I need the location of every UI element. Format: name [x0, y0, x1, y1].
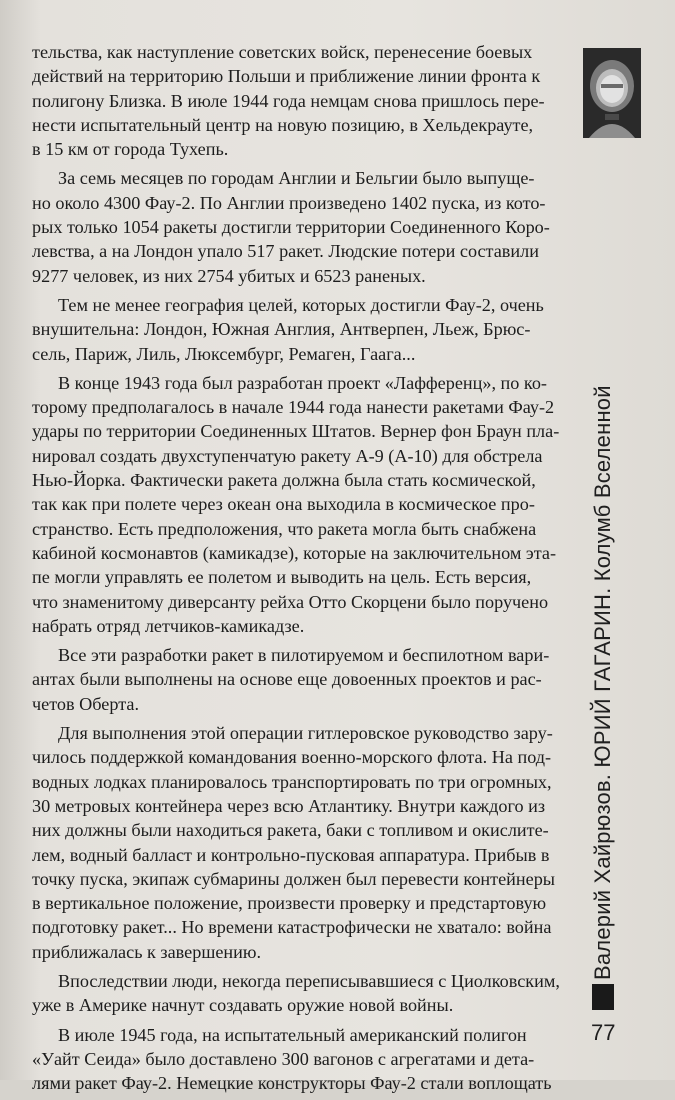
paragraph: [32, 371, 560, 638]
body-text: [32, 40, 560, 1100]
paragraph: [32, 969, 560, 1018]
text-line: В конце 1943 года был разработан проект «Лафференц», по ко-: [58, 372, 547, 393]
text-line: левства, а на Лондон упало 517 ракет. Людские потери составили: [32, 241, 539, 262]
text-line: в 15 км от города Тухепь.: [32, 139, 229, 160]
cosmonaut-portrait-icon: [583, 48, 641, 138]
paragraph: [32, 1023, 556, 1096]
text-line: водных лодках планировалось транспортировать по три огромных,: [32, 771, 552, 792]
text-line: сель, Париж, Лиль, Люксембург, Ремаген, Гаага...: [32, 343, 416, 364]
text-line: Для выполнения этой операции гитлеровское руководство зару-: [58, 723, 553, 744]
text-line: «Уайт Сеида» было доставлено 300 вагонов с агрегатами и дета-: [32, 1048, 535, 1069]
text-line: странство. Есть предположения, что ракета могла быть снабжена: [32, 518, 537, 539]
text-line: Нью-Йорка. Фактически ракета должна была стать космической,: [32, 470, 536, 491]
text-line: кабиной космонавтов (камикадзе), которые на заключительном эта-: [32, 542, 557, 563]
paragraph: [32, 721, 556, 964]
text-line: 9277 человек, из них 2754 убитых и 6523 раненых.: [32, 265, 426, 286]
text-line: них должны были находиться ракета, баки с топливом и окислите-: [32, 820, 549, 841]
text-line: тельства, как наступление советских войск, перенесение боевых: [32, 42, 533, 62]
text-line: удары по территории Соединенных Штатов. Вернер фон Браун пла-: [32, 421, 560, 442]
text-line: Все эти разработки ракет в пилотируемом и беспилотном вари-: [58, 645, 550, 666]
text-line: нировал создать двухступенчатую ракету А-9 (А-10) для обстрела: [32, 445, 543, 466]
text-line: антах были выполнены на основе еще довоенных проектов и рас-: [32, 669, 542, 690]
text-line: набрать отряд летчиков-камикадзе.: [32, 615, 305, 636]
running-title: Валерий Хайрюзов. ЮРИЙ ГАГАРИН. Колумб Вселенной: [590, 385, 615, 980]
text-line: 30 метровых контейнера через всю Атлантику. Внутри каждого из: [32, 795, 546, 816]
page-number: 77: [591, 1020, 616, 1045]
text-line: внушительна: Лондон, Южная Англия, Антверпен, Льеж, Брюс-: [32, 319, 531, 340]
text-line: лями ракет Фау-2. Немецкие конструкторы Фау-2 стали воплощать: [32, 1073, 552, 1094]
text-line: Впоследствии люди, некогда переписывавшиеся с Циолковским,: [58, 970, 560, 991]
text-line: действий на территорию Польши и приближение линии фронта к: [32, 66, 541, 87]
text-line: чилось поддержкой командования военно-морского флота. На под-: [32, 747, 552, 768]
text-line: рых только 1054 ракеты достигли территории Соединенного Коро-: [32, 217, 550, 238]
text-line: подготовку ракет... Но времени катастрофически не хватало: война: [32, 917, 552, 938]
paragraph: [32, 166, 556, 287]
text-line: уже в Америке начнут создавать оружие новой войны.: [32, 995, 454, 1016]
text-line: полигону Близка. В июле 1944 года немцам снова пришлось пере-: [32, 90, 545, 111]
text-line: торому предполагалось в начале 1944 года нанести ракетами Фау-2: [32, 397, 555, 418]
running-title-marker: [592, 984, 614, 1010]
text-line: нести испытательный центр на новую позицию, в Хельдекрауте,: [32, 114, 534, 135]
text-line: так как при полете через океан она выходила в космическое про-: [32, 494, 535, 515]
paragraph: [32, 643, 556, 716]
text-line: За семь месяцев по городам Англии и Бельгии было выпуще-: [58, 168, 535, 189]
text-line: пе могли управлять ее полетом и выводить на цель. Есть версия,: [32, 567, 532, 588]
text-line: Тем не менее география целей, которых достигли Фау-2, очень: [58, 294, 544, 315]
text-line: но около 4300 Фау-2. По Англии произведено 1402 пуска, из кото-: [32, 192, 546, 213]
text-line: В июле 1945 года, на испытательный американский полигон: [58, 1024, 527, 1045]
text-line: приближалась к завершению.: [32, 941, 261, 962]
text-line: точку пуска, экипаж субмарины должен был перевести контейнеры: [32, 868, 556, 889]
paragraph: [32, 293, 556, 366]
text-line: четов Оберта.: [32, 693, 140, 714]
text-line: лем, водный балласт и контрольно-пусковая аппаратура. Прибыв в: [32, 844, 550, 865]
text-line: в вертикальное положение, произвести проверку и предстартовую: [32, 893, 547, 914]
text-line: что знаменитому диверсанту рейха Отто Скорцени было поручено: [32, 591, 549, 612]
paragraph: [32, 40, 556, 161]
